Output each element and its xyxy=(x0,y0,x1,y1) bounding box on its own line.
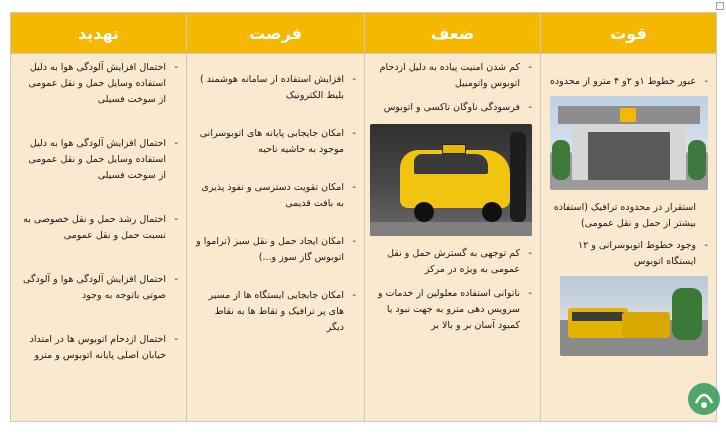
person-silhouette xyxy=(510,132,526,222)
bullet-dash: - xyxy=(174,274,178,285)
threat-text: احتمال رشد حمل و نقل خصوصی به نسبت حمل و نقل عمومی xyxy=(23,214,166,241)
watermark-logo-icon xyxy=(686,381,722,417)
bullet-dash: - xyxy=(352,236,356,247)
opportunities-cell xyxy=(187,54,365,422)
list-item xyxy=(19,212,178,244)
metro-logo-icon xyxy=(620,108,636,122)
road-surface xyxy=(370,222,532,236)
strength-text: وجود خطوط اتوبوسرانی و ۱۲ ایستگاه اتوبوس xyxy=(578,240,696,267)
header-weaknesses: ضعف xyxy=(365,13,541,54)
swot-body-row xyxy=(11,54,717,422)
bullet-dash: - xyxy=(704,76,708,87)
taxi-photo xyxy=(370,124,532,236)
list-item xyxy=(195,234,356,266)
bullet-dash: - xyxy=(174,138,178,149)
threat-text: احتمال افزایش آلودگی هوا به دلیل استفاده وسایل حمل و نقل عمومی از سوخت فسیلی xyxy=(28,138,166,181)
tree-icon xyxy=(672,288,702,340)
list-item xyxy=(549,238,708,270)
opportunity-text: امکان جایجابی پایانه های اتوبوسرانی موجود به حاشیه ناحیه xyxy=(199,128,344,155)
list-item xyxy=(373,100,532,116)
weakness-text: ناتوانی استفاده معلولین از خدمات و سرویس دهی مترو به جهت نبود یا کمبود آسان بر و بالا بر xyxy=(377,288,520,331)
bullet-dash: - xyxy=(352,128,356,139)
metro-station-photo xyxy=(550,96,708,190)
strengths-cell xyxy=(541,54,717,422)
list-item xyxy=(19,332,178,364)
threat-text: احتمال افزایش آلودگی هوا به دلیل استفاده وسایل حمل و نقل عمومی از سوخت فسیلی xyxy=(28,62,166,105)
taxi-window xyxy=(414,154,488,174)
threat-text: احتمال افزایش آلودگی هوا و آلودگی صوتی باتوجه به وجود xyxy=(23,274,166,301)
weakness-text: کم توجهی به گسترش حمل و نقل عمومی به ویژه در مرکز xyxy=(387,248,520,275)
opportunity-text: امکان ایجاد حمل و نقل سبز (تراموا و اتوبوس گاز سوز و...) xyxy=(196,236,344,263)
bullet-dash: - xyxy=(528,288,532,299)
strength-text: استقرار در محدوده ترافیک (استفاده بیشتر از حمل و نقل عمومی) xyxy=(553,202,696,229)
swot-header-row xyxy=(11,13,717,54)
header-threats: تهدید xyxy=(11,13,187,54)
swot-table xyxy=(10,12,717,422)
list-item xyxy=(373,60,532,92)
tree-icon xyxy=(688,140,706,180)
bullet-dash: - xyxy=(352,182,356,193)
bus-windows xyxy=(572,312,624,321)
threat-text: احتمال ازدحام اتوبوس ها در امتداد خیابان اصلی پایانه اتوبوس و مترو xyxy=(29,334,166,361)
list-item xyxy=(195,72,356,104)
opportunity-text: افزایش استفاده از سامانه هوشمند ) بلیط الکترونیک xyxy=(199,74,344,101)
weaknesses-cell xyxy=(365,54,541,422)
weakness-text: کم شدن امنیت پیاده به دلیل ازدحام اتوبوس واتومبیل xyxy=(379,62,520,89)
bullet-dash: - xyxy=(174,334,178,345)
bullet-dash: - xyxy=(174,214,178,225)
header-strengths: قوت xyxy=(541,13,717,54)
metro-entrance-door xyxy=(588,132,670,180)
opportunity-text: امکان تقویت دسترسی و نفوذ پذیری به بافت قدیمی xyxy=(201,182,344,209)
list-item xyxy=(373,246,532,278)
tree-icon xyxy=(552,140,570,180)
list-item xyxy=(549,74,708,90)
bus-shape xyxy=(622,312,670,338)
wheel-icon xyxy=(414,202,434,222)
bullet-dash: - xyxy=(352,290,356,301)
list-item xyxy=(19,272,178,304)
bullet-dash: - xyxy=(704,240,708,251)
list-item xyxy=(373,286,532,334)
opportunity-text: امکان جابجایی ایستگاه ها از مسیر های پر ترافیک و تقاط ها به نقاط دیگر xyxy=(208,290,344,333)
list-item xyxy=(19,60,178,108)
wheel-icon xyxy=(482,202,502,222)
bullet-dash: - xyxy=(352,74,356,85)
bullet-dash: - xyxy=(528,62,532,73)
list-item xyxy=(195,180,356,212)
taxi-roof-sign xyxy=(442,144,466,154)
strength-text: عبور خطوط ۱و ۲و ۴ مترو از محدوده xyxy=(549,76,696,87)
bullet-dash: - xyxy=(528,248,532,259)
list-item xyxy=(195,288,356,336)
list-item xyxy=(19,136,178,184)
bus-photo xyxy=(560,276,708,356)
list-item xyxy=(195,126,356,158)
weakness-text: فرسودگی ناوگان تاکسی و اتوبوس xyxy=(383,102,520,113)
header-opportunities: فرصت xyxy=(187,13,365,54)
threats-cell xyxy=(11,54,187,422)
page-corner-mark xyxy=(716,2,724,10)
list-item xyxy=(549,200,708,232)
bullet-dash: - xyxy=(174,62,178,73)
bullet-dash: - xyxy=(528,102,532,113)
